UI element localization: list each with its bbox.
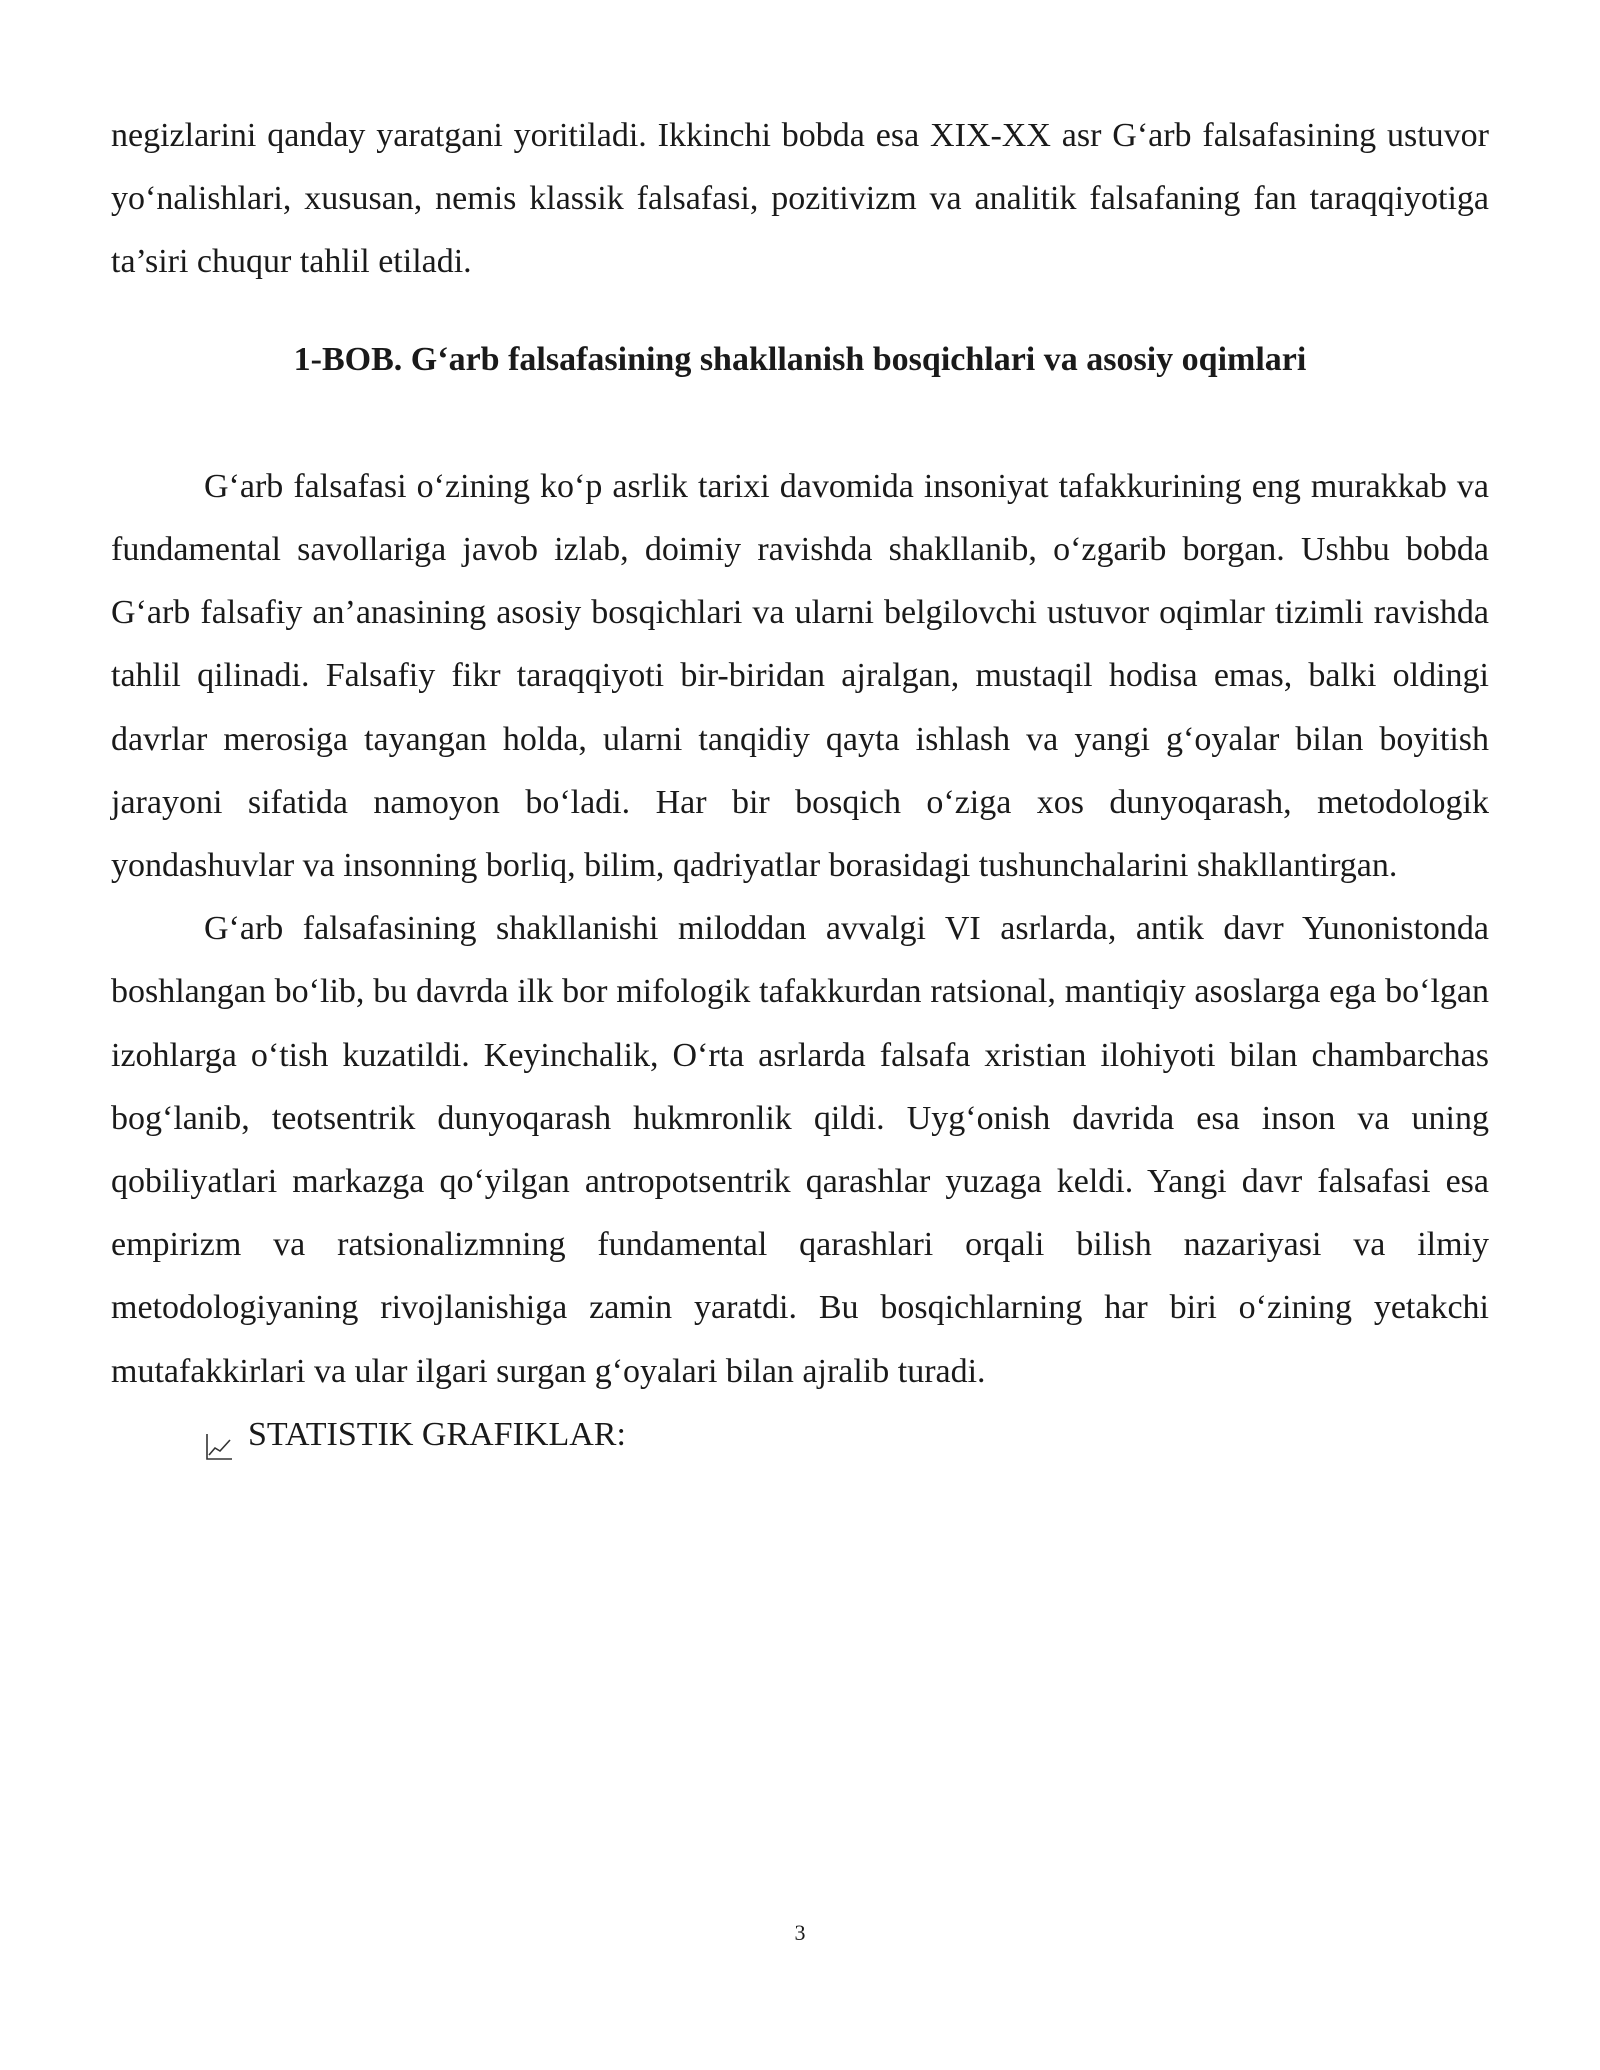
page-number: 3 (794, 1920, 806, 1945)
statistics-label: STATISTIK GRAFIKLAR: (248, 1415, 626, 1453)
body-paragraph-1: G‘arb falsafasi o‘zining ko‘p asrlik tarixi davomida insoniyat tafakkurining eng murakkab va fundamental savollariga javob izlab, doimiy ravishda shakllanib, o‘zgarib borgan. Ushbu bobda G‘arb falsafiy an’anasining asosiy bosqichlari va ularni belgilovchi ustuvor oqimlar tizimli ravishda tahlil qilinadi. Falsafiy fikr taraqqiyoti bir-biridan ajralgan, mustaqil hodisa emas, balki oldingi davrlar merosiga tayangan holda, ularni tanqidiy qayta ishlash va yangi g‘oyalar bilan boyitish jarayoni sifatida namoyon bo‘ladi. Har bir bosqich o‘ziga xos dunyoqarash, metodologik yondashuvlar va insonning borliq, bilim, qadriyatlar borasidagi tushunchalarini shakllantirgan. (111, 467, 1489, 885)
spacer (111, 391, 1489, 455)
chapter-heading: 1-BOB. G‘arb falsafasining shakllanish bosqichlari va asosiy oqimlari (293, 340, 1307, 378)
intro-paragraph: negizlarini qanday yaratgani yoritiladi. Ikkinchi bobda esa XIX-XX asr G‘arb falsafasining ustuvor yo‘nalishlari, xususan, nemis klassik falsafasi, pozitivizm va analitik falsafaning fan taraqqiyotiga ta’siri chuqur tahlil etiladi. (111, 117, 1489, 281)
document-page (111, 104, 1489, 1466)
body-paragraph-2: G‘arb falsafasining shakllanishi miloddan avvalgi VI asrlarda, antik davr Yunonistonda boshlangan bo‘lib, bu davrda ilk bor mifologik tafakkurdan ratsional, mantiqiy asoslarga ega bo‘lgan izohlarga o‘tish kuzatildi. Keyinchalik, O‘rta asrlarda falsafa xristian ilohiyoti bilan chambarchas bog‘lanib, teotsentrik dunyoqarash hukmronlik qildi. Uyg‘onish davrida esa inson va uning qobiliyatlari markazga qo‘yilgan antropotsentrik qarashlar yuzaga keldi. Yangi davr falsafasi esa empirizm va ratsionalizmning fundamental qarashlari orqali bilish nazariyasi va ilmiy metodologiyaning rivojlanishiga zamin yaratdi. Bu bosqichlarning har biri o‘zining yetakchi mutafakkirlari va ular ilgari surgan g‘oyalari bilan ajralib turadi. (111, 910, 1489, 1390)
statistics-heading (111, 1403, 1489, 1466)
chart-increasing-icon (204, 1420, 234, 1450)
spacer (111, 294, 1489, 328)
